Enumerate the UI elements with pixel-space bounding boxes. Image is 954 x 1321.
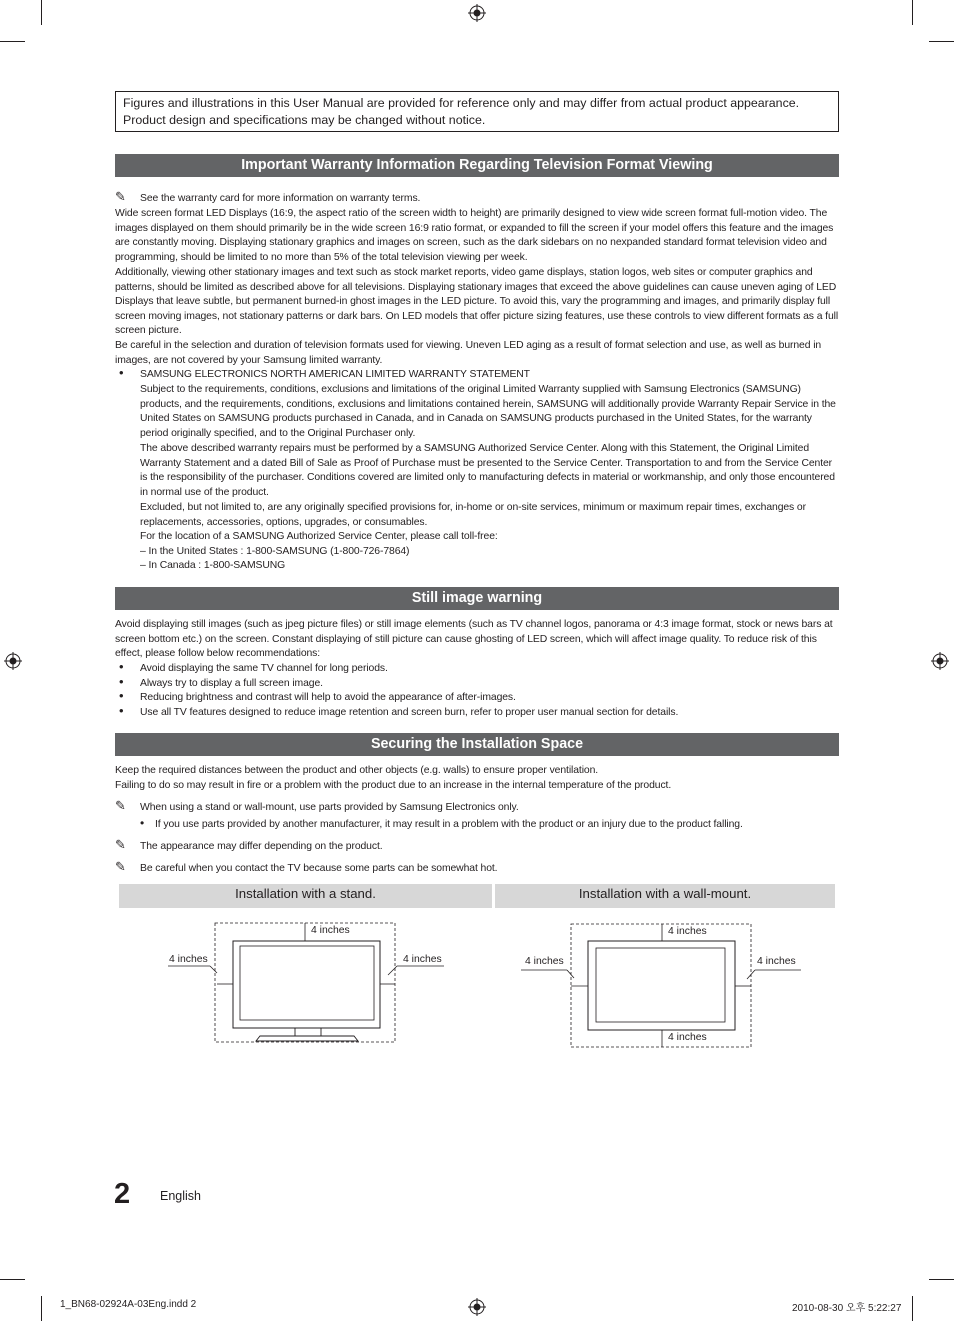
bullet-text: Use all TV features designed to reduce image retention and screen burn, refer to proper user manual section for details. [140, 707, 679, 718]
pencil-note-icon: ✎ [115, 189, 126, 204]
wall-installation-heading: Installation with a wall-mount. [495, 884, 835, 908]
page-language: English [160, 1189, 201, 1203]
warranty-phone-canada: – In Canada : 1-800-SAMSUNG [140, 560, 286, 571]
bullet-text: Always try to display a full screen image. [140, 678, 323, 689]
crop-mark [912, 0, 913, 25]
note-text: Be careful when you contact the TV because some parts can be somewhat hot. [140, 863, 498, 874]
stand-right-clearance-label: 4 inches [403, 954, 442, 965]
wall-mount-installation-diagram [515, 918, 815, 1053]
installation-paragraph-2: Failing to do so may result in fire or a problem with the product due to an increase in the internal temperature of the product. [115, 780, 672, 791]
disclaimer-line-2: Product design and specifications may be changed without notice. [123, 113, 486, 127]
registration-mark-icon [468, 4, 486, 22]
disclaimer-line-1: Figures and illustrations in this User Manual are provided for reference only and may differ from actual product appearance. [123, 96, 800, 110]
crop-mark [41, 1296, 42, 1321]
warranty-paragraph-2: Additionally, viewing other stationary images and text such as stock market reports, video game displays, station logos, web sites or computer graphics and patterns, should be limited as described above for all televisions. Displaying stationary images that exceed the above guidelines can cause uneven aging of LED Displays that leave subtle, but permanent burned-in ghost images in the LED picture. To avoid this, vary the programming and images, and primarily display full screen moving images, not stationary patterns or dark bars. On LED models that offer picture sizing features, use these controls to view different formats as a full screen picture. [115, 267, 839, 337]
bullet-text: If you use parts provided by another manufacturer, it may result in a problem with the product or an injury due to the product falling. [155, 819, 743, 830]
still-image-intro: Avoid displaying still images (such as jpeg picture files) or still image elements (such as TV channel logos, panorama or 4:3 image format, stock or news bars at screen bottom etc.) on the screen. Constant displaying of still picture can cause ghosting of LED screen, which will affect image quality. To reduce risk of this effect, please follow below recommendations: [115, 619, 833, 660]
wall-right-clearance-label: 4 inches [757, 956, 796, 967]
pencil-note-icon: ✎ [115, 859, 126, 874]
wall-bottom-clearance-label: 4 inches [668, 1032, 707, 1043]
wall-top-clearance-label: 4 inches [668, 926, 707, 937]
section-heading-installation: Securing the Installation Space [115, 733, 839, 756]
registration-mark-icon [468, 1298, 486, 1316]
crop-mark [0, 1279, 25, 1280]
bullet-text: Avoid displaying the same TV channel for long periods. [140, 663, 388, 674]
warranty-paragraph-3: Be careful in the selection and duration of television formats used for viewing. Uneven LED aging as a result of format selection and use, as well as burned in images, are not covered by your Samsung limited warranty. [115, 340, 822, 366]
stand-top-clearance-label: 4 inches [311, 925, 350, 936]
stand-installation-diagram [160, 915, 460, 1050]
page-number: 2 [114, 1178, 131, 1210]
crop-mark [912, 1296, 913, 1321]
stand-left-clearance-label: 4 inches [169, 954, 208, 965]
installation-paragraph-1: Keep the required distances between the product and other objects (e.g. walls) to ensure proper ventilation. [115, 765, 599, 776]
bullet-icon: • [119, 674, 124, 689]
warranty-statement-3: Excluded, but not limited to, are any originally specified provisions for, in-home or on-site services, minimum or maximum repair times, exchanges or replacements, accessories, options, upgrades, or consumables. [140, 502, 806, 528]
bullet-icon: • [119, 703, 124, 718]
section-heading-warranty: Important Warranty Information Regarding Television Format Viewing [115, 154, 839, 177]
warranty-statement-1: Subject to the requirements, conditions, exclusions and limitations of the original Limited Warranty supplied with Samsung Electronics (SAMSUNG) products, and the requirements, conditions, exclusions and limitations contained herein, SAMSUNG will additionally provide Warranty Repair Service in the United States on SAMSUNG products purchased in Canada, and in Canada on SAMSUNG products purchased in the United States, for the warranty period originally specified, and to the Original Purchaser only. [140, 384, 836, 439]
bullet-icon: • [119, 688, 124, 703]
bullet-icon: • [119, 659, 124, 674]
registration-mark-icon [4, 652, 22, 670]
crop-mark [0, 41, 25, 42]
crop-mark [929, 41, 954, 42]
footer-filename: 1_BN68-02924A-03Eng.indd 2 [60, 1299, 197, 1310]
pencil-note-icon: ✎ [115, 798, 126, 813]
section-heading-still-image: Still image warning [115, 587, 839, 610]
bullet-icon: • [140, 816, 145, 830]
crop-mark [929, 1279, 954, 1280]
note-text: The appearance may differ depending on the product. [140, 841, 383, 852]
warranty-statement-4: For the location of a SAMSUNG Authorized Service Center, please call toll-free: [140, 531, 498, 542]
bullet-text: SAMSUNG ELECTRONICS NORTH AMERICAN LIMITED WARRANTY STATEMENT [140, 369, 530, 380]
bullet-text: Reducing brightness and contrast will help to avoid the appearance of after-images. [140, 692, 516, 703]
disclaimer-box [115, 91, 839, 132]
registration-mark-icon [931, 652, 949, 670]
crop-mark [41, 0, 42, 25]
note-text: See the warranty card for more information on warranty terms. [140, 193, 421, 204]
note-text: When using a stand or wall-mount, use parts provided by Samsung Electronics only. [140, 802, 519, 813]
pencil-note-icon: ✎ [115, 837, 126, 852]
warranty-paragraph-1: Wide screen format LED Displays (16:9, the aspect ratio of the screen width to height) are primarily designed to view wide screen format full-motion video. The images displayed on them should primarily be in the wide screen 16:9 ratio format, or expanded to fill the screen if your model offers this feature and the images are constantly moving. Displaying stationary graphics and images on screen, such as the dark sidebars on no nexpanded standard format television video and programming, should be limited to no more than 5% of the total television viewing per week. [115, 208, 834, 263]
bullet-icon: • [119, 365, 124, 380]
wall-left-clearance-label: 4 inches [525, 956, 564, 967]
footer-timestamp: 2010-08-30 오후 5:22:27 [792, 1303, 902, 1314]
warranty-phone-us: – In the United States : 1-800-SAMSUNG (1-800-726-7864) [140, 546, 410, 557]
stand-installation-heading: Installation with a stand. [119, 884, 492, 908]
warranty-statement-2: The above described warranty repairs must be performed by a SAMSUNG Authorized Service Center. Along with this Statement, the Original Limited Warranty Statement and a dated Bill of Sale as Proof of Purchase must be presented to the Service Center. Transportation to and from the Service Center is the responsibility of the purchaser. Conditions covered are limited only to manufacturing defects in material or workmanship, and only those encountered in normal use of the product. [140, 443, 835, 498]
